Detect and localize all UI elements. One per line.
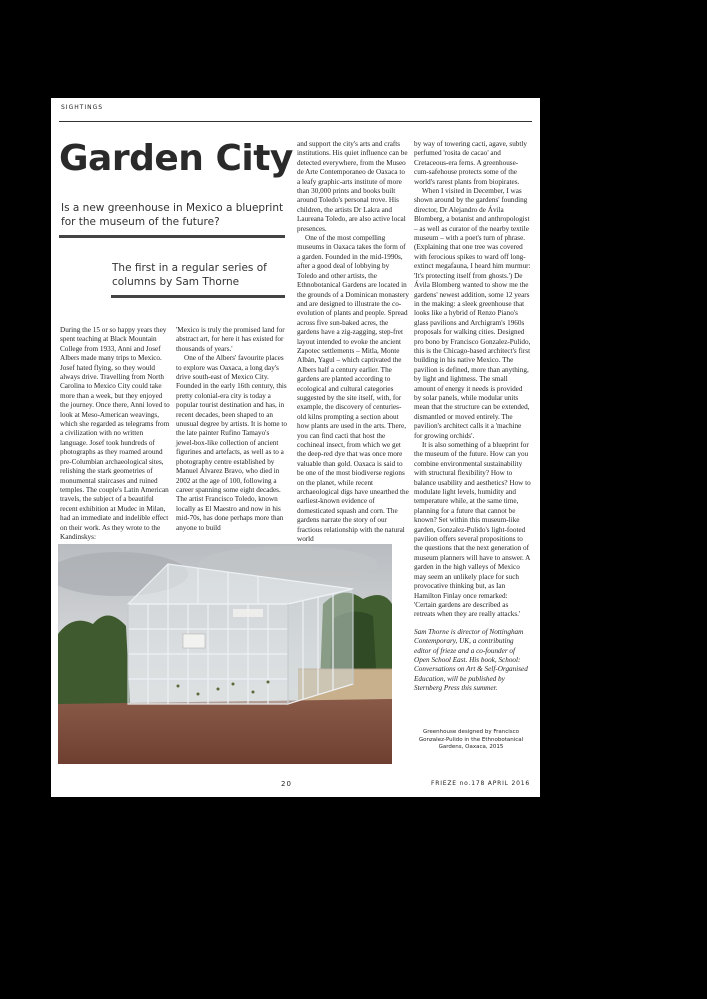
paragraph: It is also something of a blueprint for the museum of the future. How can you combine environmental sustainability with structural flexibility? How to balance usability and aesthetics? How to modulate light levels, humidity and temperature while, at the same time, planning for a future that cannot be known? Set within this museum-like garden, Gonzalez-Pulido's light-footed pavilion offers several propositions to the questions that the next generation of museum planners will have to answer. A garden in the high valleys of Mexico may seem an unlikely place for such provocative thinking but, as Ian Hamilton Finlay once remarked: 'Certain gardens are described as retreats when they are really attacks.' bbox=[414, 441, 531, 619]
article-title: Garden City bbox=[59, 138, 293, 179]
page-number: 20 bbox=[281, 780, 292, 788]
subtitle-rule bbox=[59, 235, 285, 238]
paragraph: One of the Albers' favourite places to explore was Oaxaca, a long day's drive south-east of Mexico City. Founded in the early 16th century, this pretty colonial-era city is today a popular tourist destination and has, in recent decades, been shaped to an unusual degree by artists. It is home to the late painter Rufino Tamayo's jewel-box-like collection of ancient figurines and artefacts, as well as to a photography centre established by Manuel Álvarez Bravo, who died in 2002 at the age of 100, following a career spanning some eight decades. The artist Francisco Toledo, known locally as El Maestro and now in his mid-70s, has done perhaps more than anyone to build bbox=[176, 354, 287, 532]
issue-info: FRIEZE no.178 APRIL 2016 bbox=[430, 780, 530, 787]
paragraph: When I visited in December, I was shown around by the gardens' founding director, Dr Alejandro de Ávila Blomberg, a botanist and anthropologist – as well as curator of the nearby textile museum – with a poet's turn of phrase. (Explaining that one tree was covered with ferocious spikes to ward off long-extinct megafauna, I heard him murmur: 'It's protecting itself from ghosts.') De Ávila Blomberg wanted to show me the gardens' newest addition, some 12 years in the making: a sleek greenhouse that looks like a hybrid of Renzo Piano's glass pavilions and Archigram's 1960s proposals for walking cities. Designed pro bono by Francisco Gonzalez-Pulido, this is the Chicago-based architect's first building in his native Mexico. The pavilion is defined, more than anything, by light and lightness. The small amount of energy it needs is provided by solar panels, while modular units mean that the structure can be extended, dismantled or moved entirely. The pavilion's architect calls it a 'machine for growing orchids'. bbox=[414, 187, 531, 440]
article-subtitle: Is a new greenhouse in Mexico a blueprint for the museum of the future? bbox=[61, 202, 284, 228]
paragraph: by way of towering cacti, agave, subtly perfumed 'rosita de cacao' and Cretaceous-era ferns. A greenhouse-cum-safehouse protects some of the world's rarest plants from biopirates. bbox=[414, 140, 527, 186]
photo-caption: Greenhouse designed by Francisco Gonzalez-Pulido in the Ethnobotanical Gardens, Oaxaca, 2015 bbox=[418, 729, 524, 750]
magazine-page bbox=[51, 98, 540, 797]
text-column-3 bbox=[297, 140, 409, 544]
paragraph: One of the most compelling museums in Oaxaca takes the form of a garden. Founded in the mid-1990s, after a good deal of lobbying by Toledo and other artists, the Ethnobotanical Gardens are located in the grounds of a Dominican monastery and are designed to illustrate the co-evolution of plants and people. Spread across five sun-baked acres, the gardens have a zig-zagging, step-fret layout intended to evoke the ancient Zapotec settlements – Mitla, Monte Albán, Yagul – which captivated the Albers half a century earlier. The gardens are planted according to ecological and cultural categories suggested by the site itself, with, for example, the discovery of centuries-old kilns prompting a section about how plants are used in the arts. There, you can find cacti that host the cochineal insect, from which we get the deep-red dye that was once more valuable than gold. Oaxaca is said to be one of the most biodiverse regions on the planet, while recent archaeological digs have unearthed the earliest-known evidence of domesticated squash and corn. The gardens narrate the story of our fractious relationship with the natural world bbox=[297, 234, 409, 544]
paragraph: 'Mexico is truly the promised land for abstract art, for here it has existed for thousands of years.' bbox=[176, 326, 285, 353]
text-column-2 bbox=[176, 326, 289, 533]
top-rule bbox=[59, 121, 532, 122]
text-column-4 bbox=[414, 140, 531, 694]
series-rule bbox=[111, 295, 285, 298]
author-bio: Sam Thorne is director of Nottingham Contemporary, UK, a contributing editor of frieze and a co-founder of Open School East. His book, School: Conversations on Art & Self-Organised Education, will be published by Sternberg Press this summer. bbox=[414, 627, 528, 693]
greenhouse-photo bbox=[58, 544, 392, 764]
paragraph: During the 15 or so happy years they spent teaching at Black Mountain College from 1933, Anni and Josef Albers made many trips to Mexico. Josef hated flying, so they would always drive. Travelling from North Carolina to Mexico City could take more than a week, but they enjoyed the journey. Once there, Anni loved to look at Meso-American weavings, which she regarded as telegrams from a civilization with no written language. Josef took hundreds of photographs as they roamed around pre-Columbian archaeological sites, relishing the stark geometries of monumental staircases and ruined temples. The couple's Latin American travels, the subject of a beautiful recent exhibition at Mudec in Milan, had an immediate and indelible effect on their work. As they wrote to the Kandinskys: bbox=[60, 326, 170, 541]
series-line: The first in a regular series of columns by Sam Thorne bbox=[112, 262, 267, 288]
paragraph: and support the city's arts and crafts institutions. His quiet influence can be detected everywhere, from the Museo de Arte Contemporaneo de Oaxaca to a leafy graphic-arts institute of more than 30,000 prints and books built around Toledo's personal trove. His children, the artists Dr Lakra and Laureana Toledo, are also active local presences. bbox=[297, 140, 408, 233]
section-label: SIGHTINGS bbox=[61, 104, 104, 111]
text-column-1 bbox=[60, 326, 170, 542]
